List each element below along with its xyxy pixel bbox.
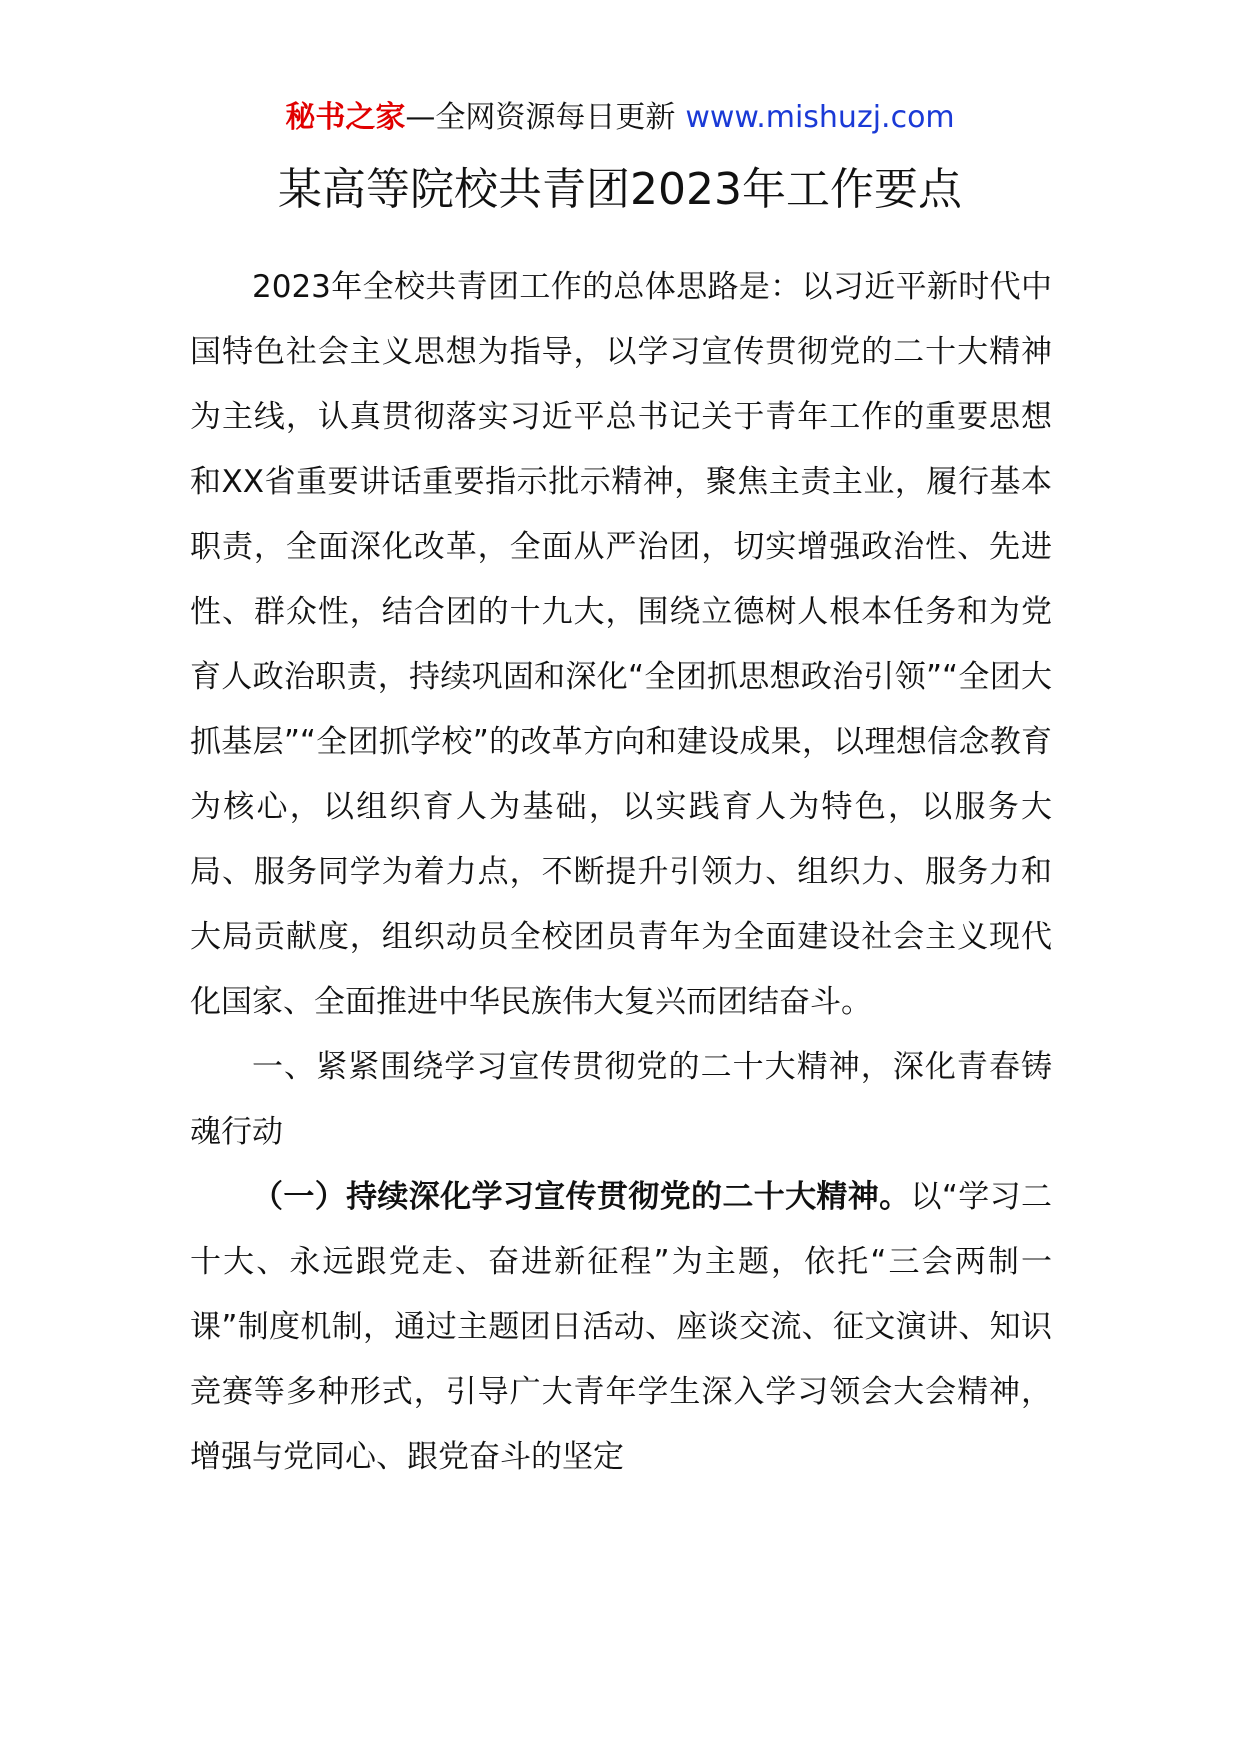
document-title: 某高等院校共青团2023年工作要点 (278, 164, 962, 215)
site-banner (0, 98, 1240, 138)
section-heading: 一、紧紧围绕学习宣传贯彻党的二十大精神，深化青春铸魂行动 (190, 1049, 1052, 1150)
brand-name: 秘书之家 (285, 100, 406, 135)
brand-tagline: —全网资源每日更新 (405, 100, 676, 135)
document-body (190, 255, 1052, 1490)
item-paragraph (190, 1165, 1052, 1490)
item-body: 以“学习二十大、永远跟党走、奋进新征程”为主题，依托“三会两制一课”制度机制，通过主题团日活动、座谈交流、征文演讲、知识竞赛等多种形式，引导广大青年学生深入学习领会大会精神，增强与党同心、跟党奋斗的坚定 (190, 1179, 1053, 1475)
site-url[interactable]: www.mishuzj.com (685, 100, 955, 135)
intro-paragraph: 2023年全校共青团工作的总体思路是：以习近平新时代中国特色社会主义思想为指导，以学习宣传贯彻党的二十大精神为主线，认真贯彻落实习近平总书记关于青年工作的重要思想和XX省重要讲话重要指示批示精神，聚焦主责主业，履行基本职责，全面深化改革，全面从严治团，切实增强政治性、先进性、群众性，结合团的十九大，围绕立德树人根本任务和为党育人政治职责，持续巩固和深化“全团抓思想政治引领”“全团大抓基层”“全团抓学校”的改革方向和建设成果，以理想信念教育为核心，以组织育人为基础，以实践育人为特色，以服务大局、服务同学为着力点，不断提升引领力、组织力、服务力和大局贡献度，组织动员全校团员青年为全面建设社会主义现代化国家、全面推进中华民族伟大复兴而团结奋斗。 (190, 269, 1052, 1020)
item-heading: （一）持续深化学习宣传贯彻党的二十大精神。 (252, 1179, 911, 1215)
